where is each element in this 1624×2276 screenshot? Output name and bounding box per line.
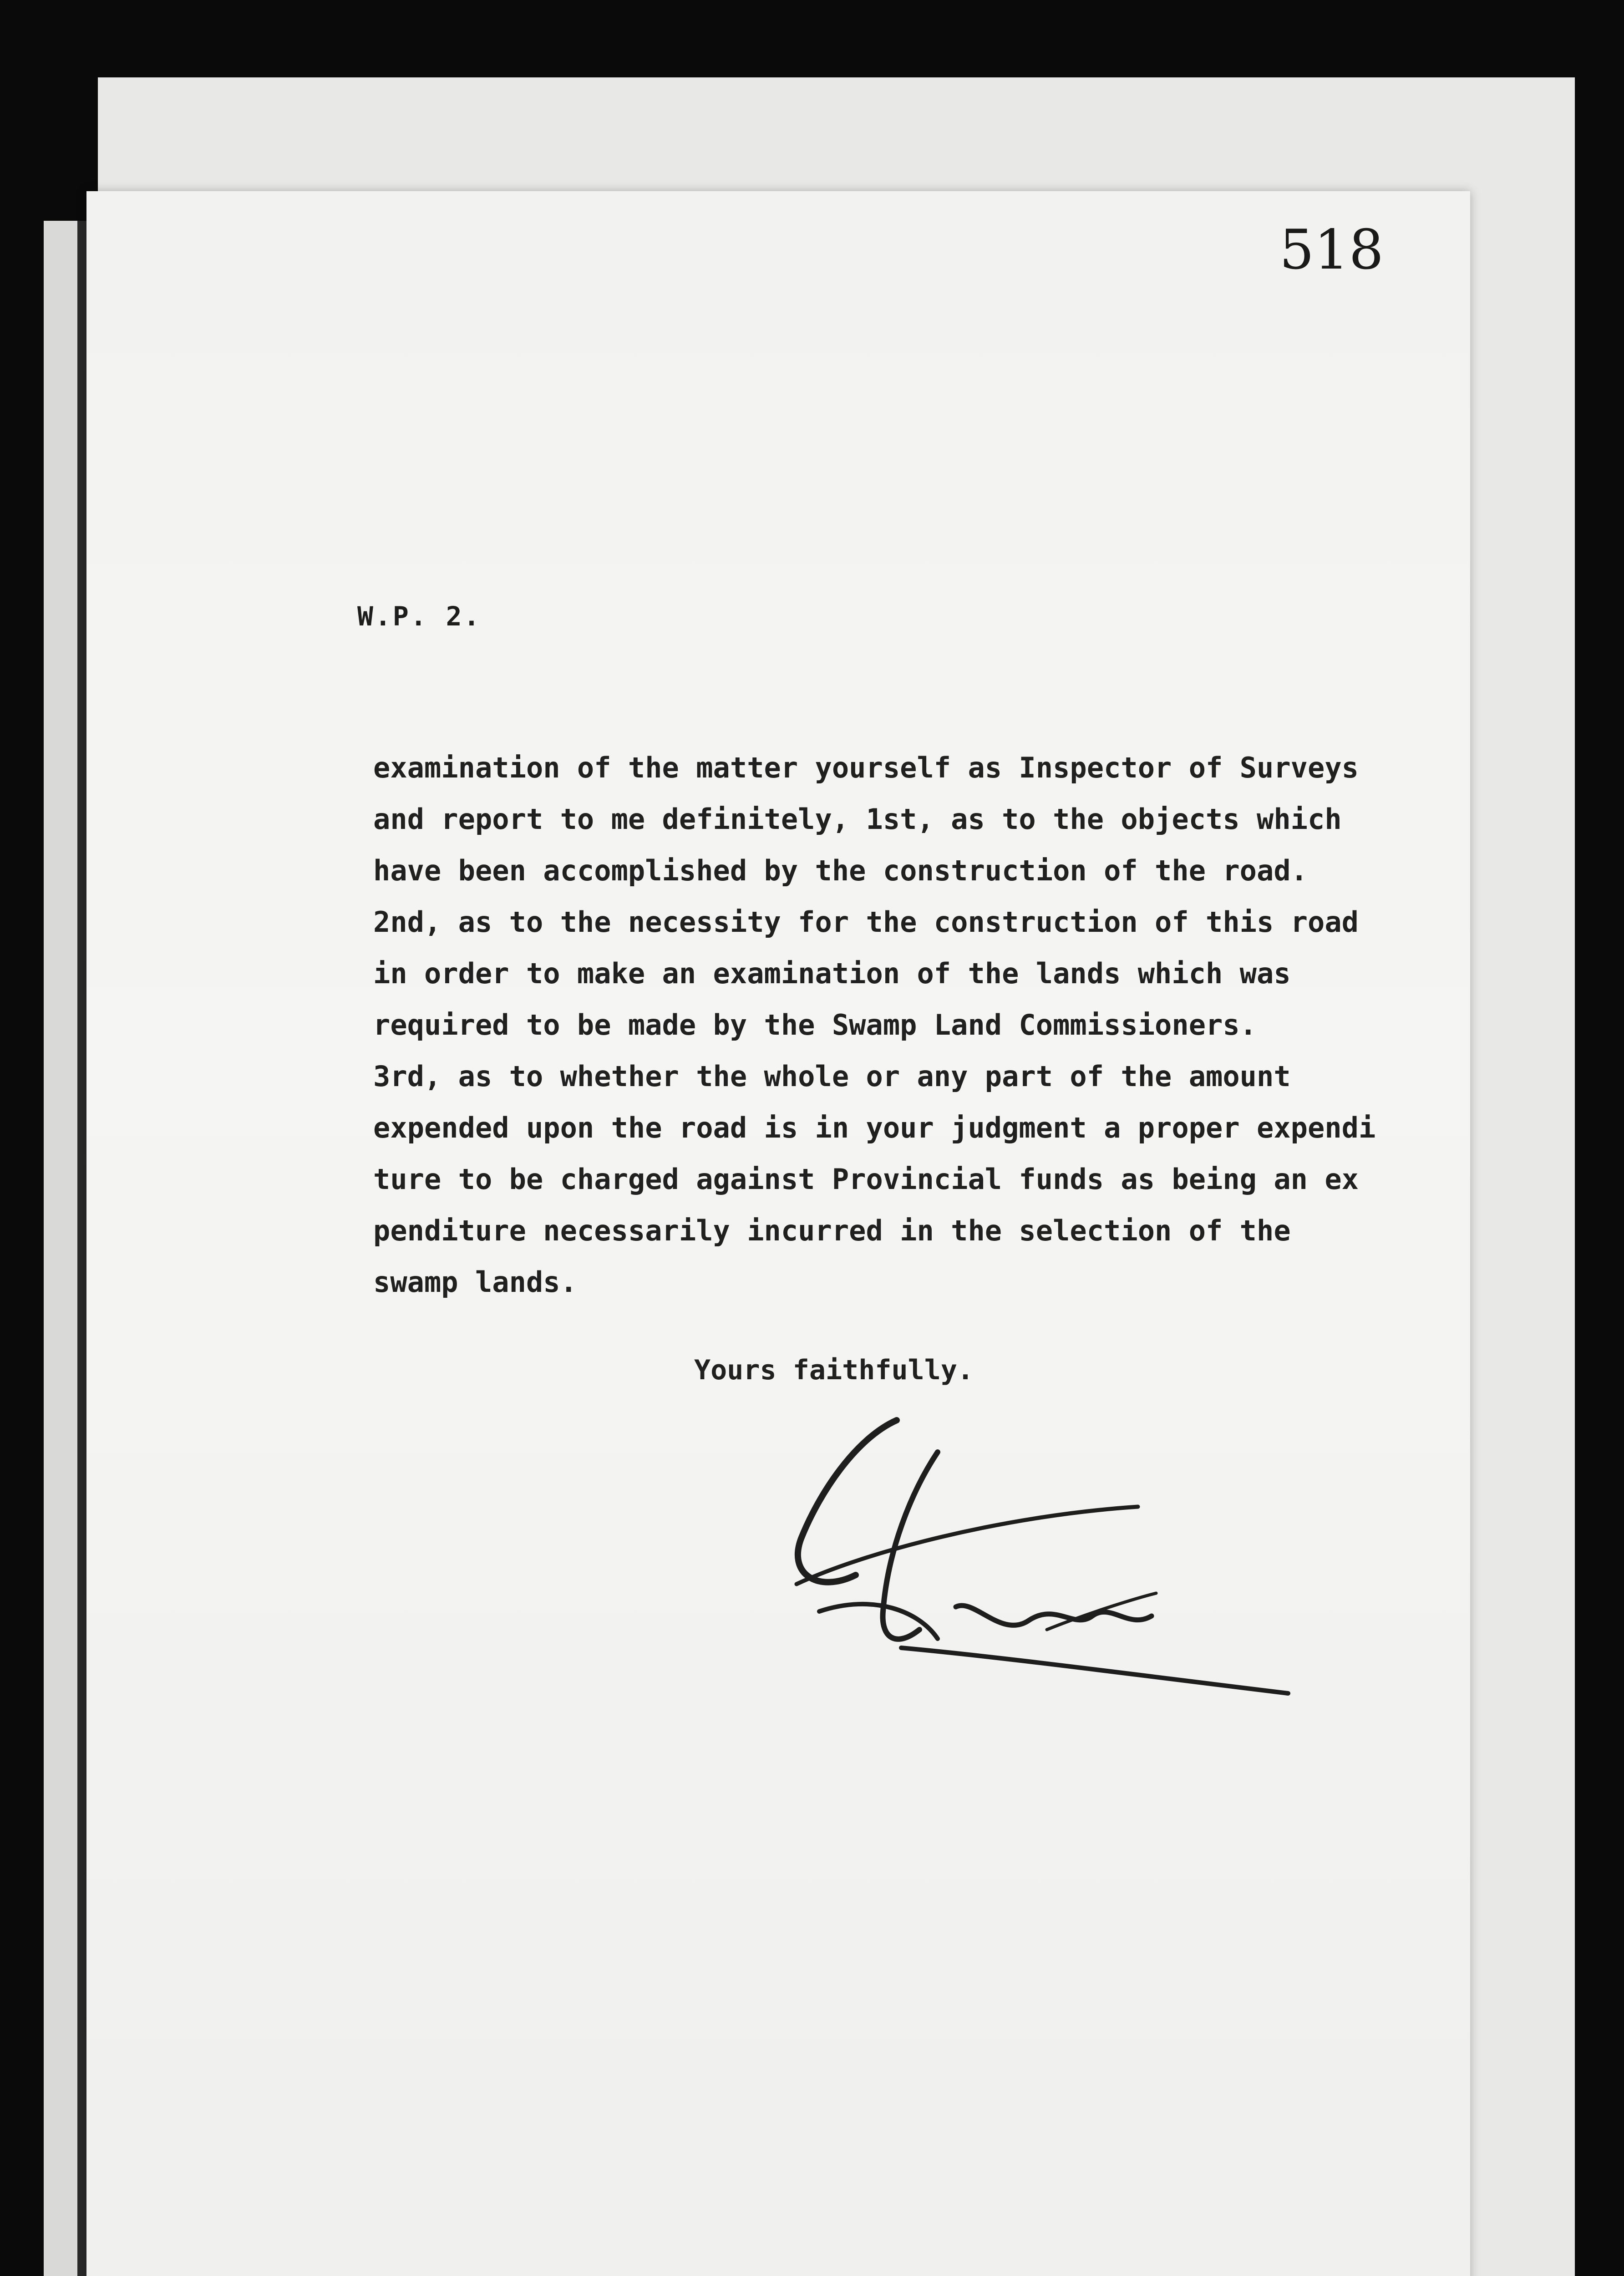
handwritten-signature <box>683 1402 1347 1721</box>
body-line: have been accomplished by the construction of the road. <box>373 854 1308 887</box>
body-line: and report to me definitely, 1st, as to the objects which <box>373 803 1342 836</box>
closing-salutation: Yours faithfully. <box>694 1354 974 1386</box>
body-line: 2nd, as to the necessity for the construction of this road <box>373 905 1359 939</box>
body-line: ture to be charged against Provincial funds as being an ex <box>373 1163 1359 1196</box>
body-line: swamp lands. <box>373 1265 577 1299</box>
page-number: 518 <box>1279 218 1384 282</box>
body-line: in order to make an examination of the lands which was <box>373 957 1291 990</box>
letter-body <box>373 742 1411 1308</box>
body-line: examination of the matter yourself as Inspector of Surveys <box>373 751 1359 784</box>
page-header: W.P. 2. <box>357 601 482 632</box>
body-line: penditure necessarily incurred in the selection of the <box>373 1214 1291 1247</box>
body-line: required to be made by the Swamp Land Commissioners. <box>373 1008 1257 1041</box>
body-line: 3rd, as to whether the whole or any part of the amount <box>373 1060 1291 1093</box>
body-line: expended upon the road is in your judgment a proper expendi <box>373 1111 1376 1144</box>
